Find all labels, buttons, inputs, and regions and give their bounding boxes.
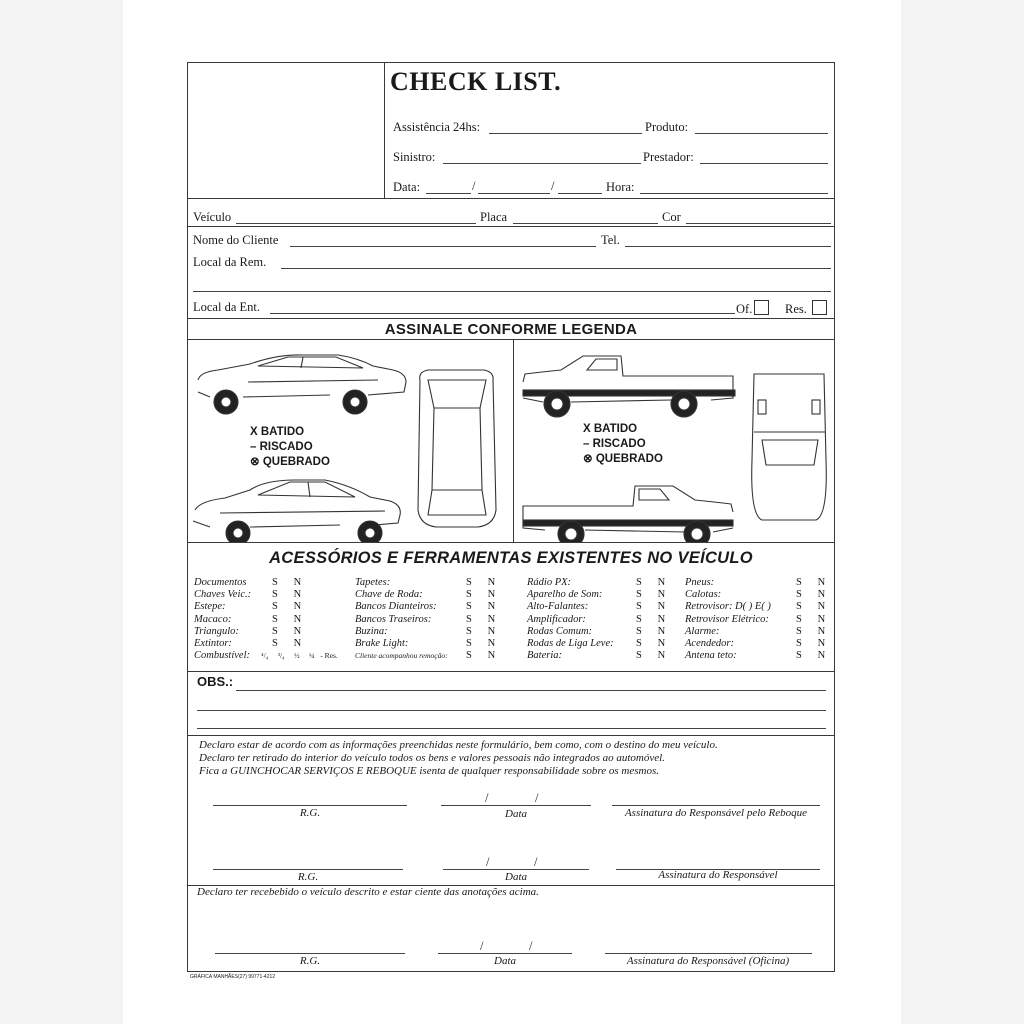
hora-field[interactable]: [640, 193, 828, 194]
sn-option[interactable]: S N: [636, 613, 666, 625]
logo-area: [188, 63, 384, 198]
fuel-label: Combustível:: [194, 650, 250, 662]
obs-field-2[interactable]: [197, 710, 826, 711]
fuel-levels[interactable]: [261, 651, 338, 660]
legend-left: [250, 425, 330, 470]
accessory-label: Extintor:: [194, 638, 232, 649]
res-option[interactable]: [785, 300, 827, 316]
accessory-label: Chave de Roda:: [355, 589, 423, 601]
legend-quebrado: ⊗ QUEBRADO: [250, 456, 330, 468]
accessory-label: Rodas de Liga Leve:: [527, 638, 614, 649]
of-checkbox[interactable]: [754, 300, 769, 315]
sn-option[interactable]: S N: [272, 625, 302, 637]
cliente-label: Nome do Cliente: [193, 233, 279, 247]
divider: [188, 318, 834, 319]
divider: [188, 735, 834, 736]
sn-option[interactable]: S N: [272, 638, 302, 649]
sn-option[interactable]: S N: [636, 601, 666, 613]
accessory-label: Tapetes:: [355, 577, 391, 588]
rg-field[interactable]: [213, 805, 407, 806]
fuel-level[interactable]: ¼: [309, 651, 315, 660]
assistencia-field[interactable]: [489, 133, 642, 134]
sedan-side-icon: [198, 355, 406, 414]
produto-label: Produto:: [645, 120, 689, 134]
sn-option[interactable]: S N: [796, 589, 826, 601]
logo-divider: [384, 63, 385, 198]
accessory-label: Rodas Comum:: [527, 625, 593, 637]
accessory-label: Antena teto:: [685, 650, 737, 662]
sn-option[interactable]: S N: [272, 577, 302, 588]
sn-option[interactable]: S N: [466, 577, 496, 588]
legend-section-title: ASSINALE CONFORME LEGENDA: [384, 321, 638, 338]
rg-field[interactable]: [213, 869, 403, 870]
divider: [188, 198, 834, 199]
declaration-line-2: Declaro ter retirado do interior do veículo todos os bens e valores pessoais não integrados ao automóvel.: [199, 752, 665, 764]
sinistro-label: Sinistro:: [393, 150, 436, 164]
legend-riscado: – RISCADO: [250, 441, 313, 453]
data-label: Data:: [393, 180, 421, 194]
sn-option[interactable]: S N: [636, 638, 666, 649]
date-separator: /: [535, 791, 539, 805]
rg-label: R.G.: [299, 955, 321, 967]
produto-field[interactable]: [695, 133, 828, 134]
of-option[interactable]: [736, 300, 769, 316]
accessory-label: Bancos Traseiros:: [355, 613, 432, 625]
legend-batido: X BATIDO: [250, 426, 305, 438]
sn-option[interactable]: S N: [272, 589, 302, 601]
tel-field[interactable]: [625, 246, 831, 247]
date-field[interactable]: [441, 805, 591, 806]
accessory-label: Retrovisor Elétrico:: [685, 613, 769, 625]
sn-option[interactable]: S N: [636, 650, 666, 662]
sn-option[interactable]: S N: [466, 625, 496, 637]
fuel-level[interactable]: - Res.: [320, 651, 338, 660]
accessory-label: Pneus:: [685, 577, 715, 588]
rg-field[interactable]: [215, 953, 405, 954]
accessory-label: Cliente acompanhou remoção:: [355, 651, 448, 661]
sn-option[interactable]: S N: [796, 625, 826, 637]
sinistro-field[interactable]: [443, 163, 641, 164]
received-declaration: Declaro ter recebebido o veículo descrito e estar ciente das anotações acima.: [197, 886, 539, 898]
accessory-label: Amplificador:: [527, 613, 586, 625]
cor-label: Cor: [662, 210, 681, 224]
accessory-label: Alto-Falantes:: [527, 601, 589, 613]
res-label: Res.: [785, 302, 807, 316]
declaration-line-3: Fica a GUINCHOCAR SERVIÇOS E REBOQUE isenta de qualquer responsabilidade sobre os mesmos.: [199, 765, 660, 777]
accessory-label: Bateria:: [527, 650, 562, 662]
signature-label-reboque: Assinatura do Responsável pelo Reboque: [624, 807, 808, 819]
data-year-field[interactable]: [558, 193, 602, 194]
pickup-side-icon: [523, 356, 735, 417]
legend-riscado: – RISCADO: [583, 438, 646, 450]
sedan-side-icon: [193, 480, 400, 542]
accessory-label: Buzina:: [355, 625, 388, 637]
check-list-form: [187, 62, 835, 972]
fuel-level[interactable]: ½: [294, 651, 300, 660]
divider: [188, 226, 834, 227]
of-label: Of.: [736, 302, 753, 316]
res-checkbox[interactable]: [812, 300, 827, 315]
signature-label-oficina: Assinatura do Responsável (Oficina): [626, 955, 790, 967]
fuel-level[interactable]: ³/₄: [277, 651, 285, 660]
signature-label: Assinatura do Responsável: [658, 869, 778, 881]
date-field[interactable]: [438, 953, 572, 954]
date-separator: /: [472, 179, 476, 193]
sn-option[interactable]: S N: [636, 577, 666, 588]
data-month-field[interactable]: [478, 193, 550, 194]
date-field[interactable]: [443, 869, 589, 870]
sn-option[interactable]: S N: [796, 577, 826, 588]
accessory-label: Alarme:: [685, 625, 720, 637]
sn-option[interactable]: S N: [796, 613, 826, 625]
accessory-label: Macaco:: [194, 613, 232, 625]
veiculo-label: Veículo: [193, 210, 232, 224]
legend-right: [583, 422, 663, 467]
signature-field[interactable]: [605, 953, 812, 954]
sn-option[interactable]: S N: [466, 638, 496, 649]
date-separator: /: [534, 855, 538, 869]
form-title: CHECK LIST.: [390, 67, 562, 96]
placa-field[interactable]: [513, 223, 658, 224]
local-rem-label: Local da Rem.: [193, 255, 267, 269]
accessory-label: Bancos Dianteiros:: [355, 601, 437, 613]
prestador-field[interactable]: [700, 163, 828, 164]
accessory-label: Calotas:: [685, 589, 722, 601]
sn-option[interactable]: S N: [466, 613, 496, 625]
local-ent-field[interactable]: [270, 313, 735, 314]
accessory-label: Triangulo:: [194, 625, 239, 637]
divider: [188, 542, 834, 543]
date-separator: /: [485, 791, 489, 805]
sn-option[interactable]: S N: [636, 589, 666, 601]
sn-option[interactable]: S N: [466, 601, 496, 613]
tel-label: Tel.: [601, 233, 620, 247]
placa-label: Placa: [480, 210, 508, 224]
accessory-label: Rádio PX:: [527, 577, 572, 588]
obs-field-3[interactable]: [197, 728, 826, 729]
rg-label: R.G.: [299, 807, 321, 819]
veiculo-field[interactable]: [236, 223, 476, 224]
fuel-level[interactable]: ⁴/₄: [261, 651, 269, 660]
pickup-side-icon: [523, 486, 733, 542]
obs-label: OBS.:: [197, 674, 234, 689]
local-rem-field-2[interactable]: [193, 291, 831, 292]
date-label: Data: [494, 955, 516, 967]
sn-option[interactable]: S N: [796, 650, 826, 662]
pickup-top-icon: [752, 374, 827, 520]
legend-batido: X BATIDO: [583, 423, 638, 435]
printer-credit: GRÁFICA MANHÃES(27) 99771-4212: [190, 974, 276, 980]
date-separator: /: [529, 939, 533, 953]
assistencia-label: Assistência 24hs:: [393, 120, 481, 134]
sn-option[interactable]: S N: [466, 650, 496, 662]
accessory-label: Aparelho de Som:: [527, 589, 603, 601]
accessory-label: Estepe:: [194, 601, 226, 613]
legend-quebrado: ⊗ QUEBRADO: [583, 453, 663, 465]
cor-field[interactable]: [686, 223, 831, 224]
accessory-label: Brake Light:: [355, 638, 409, 649]
sn-option[interactable]: S N: [272, 613, 302, 625]
sn-option[interactable]: S N: [272, 601, 302, 613]
prestador-label: Prestador:: [643, 150, 694, 164]
divider: [188, 671, 834, 672]
hora-label: Hora:: [606, 180, 635, 194]
sn-option[interactable]: S N: [796, 638, 826, 649]
accessory-label: Chaves Veic.:: [194, 589, 252, 601]
signature-field[interactable]: [612, 805, 820, 806]
sn-option[interactable]: S N: [796, 601, 826, 613]
date-separator: /: [551, 179, 555, 193]
accessory-label: Acendedor:: [685, 638, 734, 649]
cliente-field[interactable]: [290, 246, 596, 247]
sn-option[interactable]: S N: [466, 589, 496, 601]
accessories-section-title: ACESSÓRIOS E FERRAMENTAS EXISTENTES NO VEÍCULO: [269, 549, 753, 567]
rg-label: R.G.: [297, 871, 319, 883]
obs-field[interactable]: [236, 690, 826, 691]
sn-option[interactable]: S N: [636, 625, 666, 637]
date-label: Data: [505, 808, 527, 820]
declaration-line-1: Declaro estar de acordo com as informações preenchidas neste formulário, bem como, com o destino do meu veículo.: [199, 739, 718, 751]
data-day-field[interactable]: [426, 193, 471, 194]
date-label: Data: [505, 871, 527, 883]
accessory-label: Retrovisor: D( ) E( ): [685, 601, 771, 613]
date-separator: /: [486, 855, 490, 869]
sedan-top-icon: [418, 370, 496, 527]
local-rem-field[interactable]: [281, 268, 831, 269]
date-separator: /: [480, 939, 484, 953]
accessory-label: Documentos: [194, 577, 247, 588]
local-ent-label: Local da Ent.: [193, 300, 260, 314]
